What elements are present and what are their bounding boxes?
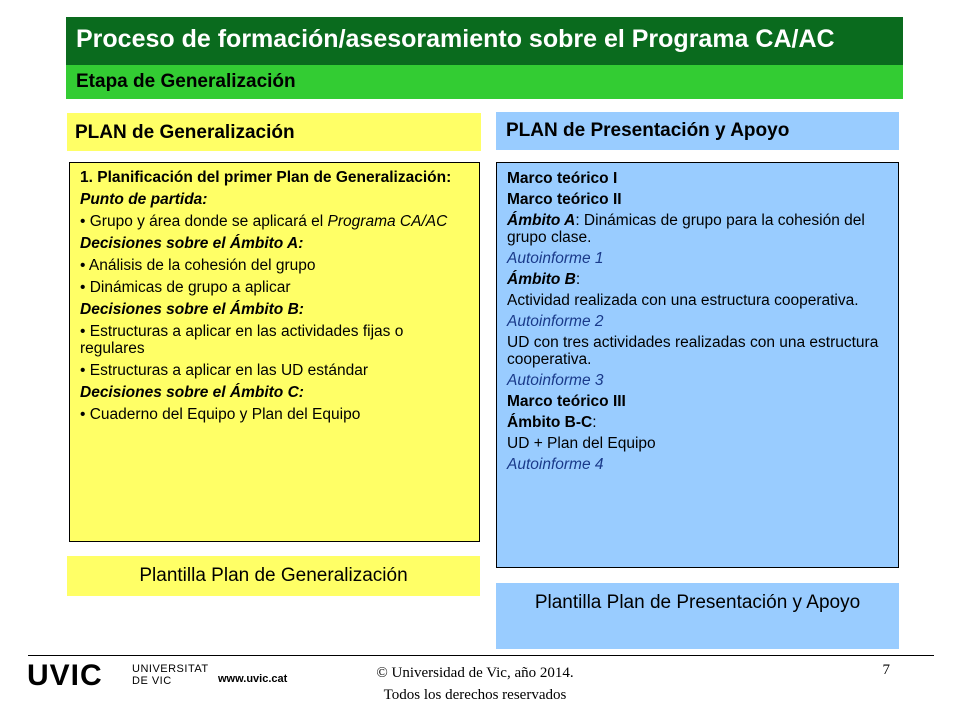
left-line: Punto de partida: [80, 191, 208, 208]
right-line: Autoinforme 2 [507, 313, 604, 330]
left-line: • Estructuras a aplicar en las actividades fijas o regulares [80, 323, 404, 357]
website-url[interactable]: www.uvic.cat [218, 673, 288, 685]
left-line: • Cuaderno del Equipo y Plan del Equipo [80, 406, 361, 423]
plan-presentacion-heading: PLAN de Presentación y Apoyo [496, 112, 899, 150]
right-line: Marco teórico I [507, 170, 618, 187]
plantilla-generalizacion: Plantilla Plan de Generalización [67, 556, 480, 596]
right-line: Ámbito B-C: [507, 414, 597, 431]
left-line: Decisiones sobre el Ámbito B: [80, 301, 304, 318]
right-line: Autoinforme 4 [507, 456, 604, 473]
logo-university: UNIVERSITAT DE VIC [132, 663, 209, 687]
plan-generalizacion-heading: PLAN de Generalización [67, 113, 481, 151]
plan-presentacion-box [496, 162, 899, 568]
logo-word: UVIC [27, 659, 103, 692]
right-line: Ámbito A: Dinámicas de grupo para la cohesión del grupo clase. [507, 212, 865, 246]
left-line: Decisiones sobre el Ámbito C: [80, 384, 304, 401]
plantilla-presentacion: Plantilla Plan de Presentación y Apoyo [496, 583, 899, 649]
right-line: Ámbito B: [507, 271, 581, 288]
right-line: Actividad realizada con una estructura cooperativa. [507, 292, 859, 309]
slide-title: Proceso de formación/asesoramiento sobre el Programa CA/AC [66, 17, 903, 65]
left-line: • Estructuras a aplicar en las UD estándar [80, 362, 368, 379]
right-line: UD con tres actividades realizadas con una estructura cooperativa. [507, 334, 879, 368]
plan-generalizacion-box [69, 162, 480, 542]
right-line: Autoinforme 3 [507, 372, 604, 389]
left-line: • Análisis de la cohesión del grupo [80, 257, 316, 274]
page-number: 7 [882, 662, 890, 678]
left-line: • Dinámicas de grupo a aplicar [80, 279, 291, 296]
right-line: UD + Plan del Equipo [507, 435, 656, 452]
left-line: 1. Planificación del primer Plan de Generalización: [80, 169, 452, 186]
right-line: Autoinforme 1 [507, 250, 604, 267]
slide-subtitle: Etapa de Generalización [66, 65, 903, 99]
uvic-logo [27, 659, 209, 692]
copyright-notice: © Universidad de Vic, año 2014. Todos los derechos reservados [376, 665, 574, 703]
right-line: Marco teórico II [507, 191, 622, 208]
footer-divider [28, 655, 934, 656]
right-line: Marco teórico III [507, 393, 626, 410]
left-line: Decisiones sobre el Ámbito A: [80, 235, 304, 252]
left-line: • Grupo y área donde se aplicará el Programa CA/AC [80, 213, 448, 230]
